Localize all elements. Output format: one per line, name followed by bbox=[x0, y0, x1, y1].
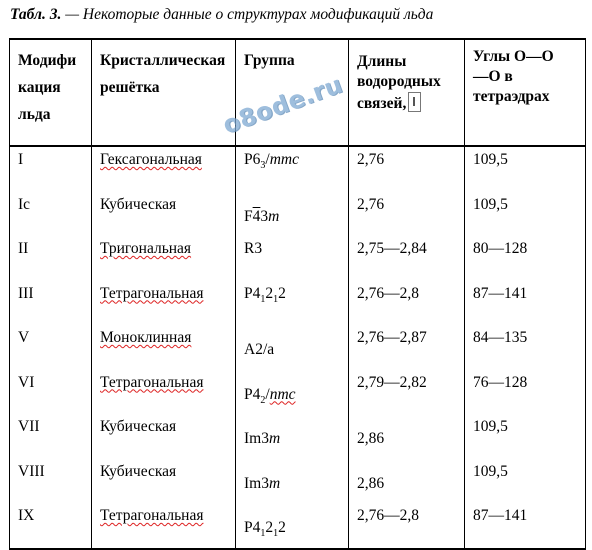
table-row bbox=[10, 236, 586, 281]
cell-lattice: Тетрагональная bbox=[92, 370, 236, 415]
cell-group: $P4_12_12$ bbox=[236, 281, 349, 326]
cell-modification: I bbox=[10, 146, 92, 192]
cell-group: $P4_12_12$ bbox=[236, 503, 349, 549]
cell-group: $P4_2$/nmc bbox=[236, 370, 349, 415]
cell-group: A2/a bbox=[236, 325, 349, 370]
cell-modification: II bbox=[10, 236, 92, 281]
cell-length: 2,76—2,87 bbox=[349, 325, 465, 370]
table-row bbox=[10, 370, 586, 415]
table-row bbox=[10, 192, 586, 237]
table-row bbox=[10, 146, 586, 192]
cell-group: F43m bbox=[236, 192, 349, 237]
cell-group: Im3m bbox=[236, 459, 349, 504]
cell-length: 2,76 bbox=[349, 146, 465, 192]
caption-text: — Некоторые данные о структурах модификаций льда bbox=[61, 6, 434, 23]
cell-length: 2,76—2,8 bbox=[349, 503, 465, 549]
cell-modification: III bbox=[10, 281, 92, 326]
cell-length: 2,76—2,8 bbox=[349, 281, 465, 326]
cell-angle: 109,5 bbox=[465, 146, 586, 192]
cell-modification: VI bbox=[10, 370, 92, 415]
cell-lattice: Тетрагональная bbox=[92, 281, 236, 326]
cell-length: 2,75—2,84 bbox=[349, 236, 465, 281]
table-row bbox=[10, 325, 586, 370]
table-caption bbox=[10, 6, 585, 24]
table-row bbox=[10, 459, 586, 504]
cell-length: 2,86 bbox=[349, 414, 465, 459]
cell-length: 2,76 bbox=[349, 192, 465, 237]
cell-group: $P6_3$/mmc bbox=[236, 146, 349, 192]
angstrom-unit-box bbox=[408, 92, 421, 112]
site-watermark: o8ode.ru bbox=[219, 70, 347, 140]
header-row bbox=[10, 39, 586, 146]
cell-modification: VIII bbox=[10, 459, 92, 504]
cell-angle: 87—141 bbox=[465, 281, 586, 326]
cell-lattice: Кубическая bbox=[92, 414, 236, 459]
cell-modification: V bbox=[10, 325, 92, 370]
table-row bbox=[10, 414, 586, 459]
header-modification: Модифи кация льда bbox=[10, 39, 92, 146]
cell-modification: IX bbox=[10, 503, 92, 549]
cell-lattice: Кубическая bbox=[92, 192, 236, 237]
caption-number: Табл. 3. bbox=[10, 6, 62, 23]
cell-modification: VII bbox=[10, 414, 92, 459]
cell-lattice: Моноклинная bbox=[92, 325, 236, 370]
cell-angle: 109,5 bbox=[465, 192, 586, 237]
cell-group: R3 bbox=[236, 236, 349, 281]
cell-angle: 109,5 bbox=[465, 414, 586, 459]
cell-modification: Ic bbox=[10, 192, 92, 237]
cell-length: 2,86 bbox=[349, 459, 465, 504]
header-group: Группа bbox=[236, 39, 349, 146]
ice-modifications-table bbox=[9, 38, 586, 550]
header-lattice: Кристаллическая решётка bbox=[92, 39, 236, 146]
header-angles: Углы О—О —О в тетраэдрах bbox=[465, 39, 586, 146]
table-row bbox=[10, 503, 586, 549]
cell-angle: 76—128 bbox=[465, 370, 586, 415]
header-bond-length: Длины водородных связей, bbox=[349, 39, 465, 146]
cell-angle: 109,5 bbox=[465, 459, 586, 504]
cell-length: 2,79—2,82 bbox=[349, 370, 465, 415]
cell-group: Im3m bbox=[236, 414, 349, 459]
cell-angle: 84—135 bbox=[465, 325, 586, 370]
cell-lattice: Тригональная bbox=[92, 236, 236, 281]
cell-lattice: Гексагональная bbox=[92, 146, 236, 192]
cell-lattice: Тетрагональная bbox=[92, 503, 236, 549]
cell-angle: 87—141 bbox=[465, 503, 586, 549]
cell-lattice: Кубическая bbox=[92, 459, 236, 504]
table-row bbox=[10, 281, 586, 326]
cell-angle: 80—128 bbox=[465, 236, 586, 281]
